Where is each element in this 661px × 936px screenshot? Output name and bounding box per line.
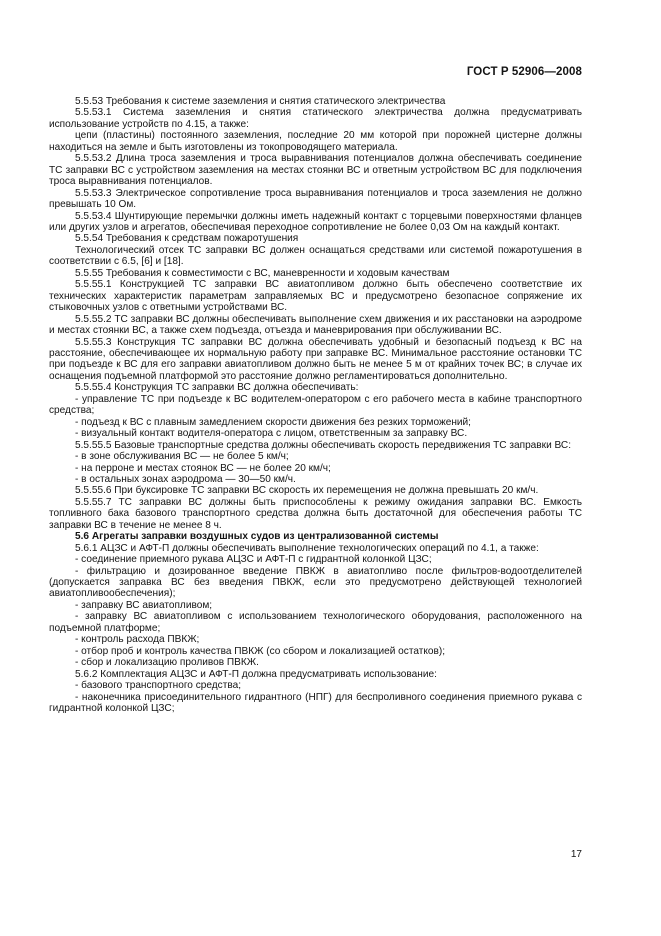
list-item: - заправку ВС авиатопливом; [75, 599, 213, 611]
list-item: - контроль расхода ПВКЖ; [75, 634, 200, 646]
paragraph: 5.5.55.2 ТС заправки ВС должны обеспечивать выполнение схем движения и их расстановки на аэродроме и местах стоянки ВС, а также схем подъезда, отъезда и маневрирования при обслуживании ВС. [49, 313, 582, 337]
list-item: - отбор проб и контроль качества ПВКЖ (со сбором и локализацией остатков); [75, 645, 446, 657]
paragraph: 5.5.55.4 Конструкция ТС заправки ВС должна обеспечивать: [75, 382, 359, 394]
paragraph: 5.5.55.1 Конструкцией ТС заправки ВС авиатопливом должно быть обеспечено соответствие их технических характеристик параметрам заправляемых ВС и предусмотрено безопасное сопряжение их стыковочных узлов с ответными устройствами ВС. [49, 279, 582, 314]
paragraph: 5.6.2 Комплектация АЦЗС и АФТ-П должна предусматривать использование: [75, 668, 437, 680]
list-item: - сбор и локализацию проливов ПВКЖ. [75, 657, 259, 669]
paragraph: 5.5.53.3 Электрическое сопротивление троса выравнивания потенциалов и троса заземления не должно превышать 10 Ом. [49, 187, 582, 211]
list-item: - визуальный контакт водителя-оператора с лицом, ответственным за заправку ВС. [75, 428, 468, 440]
list-item: - заправку ВС авиатопливом с использованием технологического оборудования, расположенного на подъемной платформе; [49, 611, 582, 634]
page-number: 17 [570, 849, 582, 860]
list-item: - фильтрацию и дозированное введение ПВКЖ в авиатопливо после фильтров-водоотделителей (допускается заправка ВС без введения ПВКЖ, если это предусмотрено действующей технологией авиатопливообеспечения); [49, 565, 582, 600]
paragraph: 5.5.53.1 Система заземления и снятия статического электричества должна предусматривать использование устройств по 4.15, а также: [49, 107, 582, 130]
list-item: - наконечника присоединительного гидрантного (НПГ) для беспроливного соединения приемного рукава с гидрантной колонкой ЦЗС; [49, 691, 582, 715]
list-item: - на перроне и местах стоянок ВС — не более 20 км/ч; [75, 462, 331, 474]
list-item: - соединение приемного рукава АЦЗС и АФТ-П с гидрантной колонкой ЦЗС; [75, 554, 432, 566]
paragraph: 5.5.55.6 При буксировке ТС заправки ВС скорость их перемещения не должна превышать 20 км/ч. [75, 485, 539, 497]
list-item: - управление ТС при подъезде к ВС водителем-оператором с его рабочего места в кабине транспортного средства; [49, 393, 582, 417]
paragraph: цепи (пластины) постоянного заземления, последние 20 мм которой при порожней цистерне должны находиться на земле и быть изготовлены из токопроводящего материала. [49, 130, 582, 153]
paragraph: 5.5.55.3 Конструкция ТС заправки ВС должна обеспечивать удобный и безопасный подъезд к ВС на расстояние, обеспечивающее их нормальную работу при заправке ВС. Минимальное расстояние остановки ТС при подъезде к ВС для его заправки авиатопливом должно быть не менее 5 м от крайних точек ВС; в случае их оснащения подъемной платформой это расстояние должно регламентироваться дополнительно. [49, 336, 582, 382]
list-item: - базового транспортного средства; [75, 680, 241, 692]
section-heading-5-6: 5.6 Агрегаты заправки воздушных судов из централизованной системы [75, 531, 439, 543]
paragraph: 5.6.1 АЦЗС и АФТ-П должны обеспечивать выполнение технологических операций по 4.1, а также: [75, 542, 539, 554]
heading-5-5-55: 5.5.55 Требования к совместимости с ВС, маневренности и ходовым качествам [75, 267, 450, 279]
paragraph: Технологический отсек ТС заправки ВС должен оснащаться средствами или системой пожаротушения в соответствии с 6.5, [6] и [18]. [49, 244, 582, 268]
list-item: - подъезд к ВС с плавным замедлением скорости движения без резких торможений; [75, 416, 471, 428]
paragraph: 5.5.53.4 Шунтирующие перемычки должны иметь надежный контакт с торцевыми поверхностями фланцев или других узлов и агрегатов, обеспечивая переходное сопротивление не более 0,03 Ом на каждый контакт. [49, 210, 582, 233]
heading-5-5-53: 5.5.53 Требования к системе заземления и снятия статического электричества [75, 96, 446, 107]
list-item: - в остальных зонах аэродрома — 30—50 км/ч. [75, 473, 296, 485]
heading-5-5-54: 5.5.54 Требования к средствам пожаротушения [75, 233, 299, 245]
paragraph: 5.5.53.2 Длина троса заземления и троса выравнивания потенциалов должна обеспечивать соединение ТС заправки ВС с устройством заземления на местах стоянки ВС и ответным устройством ВС для подключения троса выравнивания потенциалов. [49, 153, 582, 188]
document-header: ГОСТ Р 52906—2008 [466, 66, 582, 78]
list-item: - в зоне обслуживания ВС — не более 5 км/ч; [75, 451, 289, 463]
document-body [49, 96, 582, 714]
paragraph: 5.5.55.7 ТС заправки ВС должны быть приспособлены к режиму ожидания заправки ВС. Емкость топливного бака базового транспортного средства должна быть достаточной для обеспечения работы ТС заправки ВС в течение не менее 8 ч. [49, 496, 582, 531]
paragraph: 5.5.55.5 Базовые транспортные средства должны обеспечивать скорость передвижения ТС заправки ВС: [75, 439, 572, 451]
